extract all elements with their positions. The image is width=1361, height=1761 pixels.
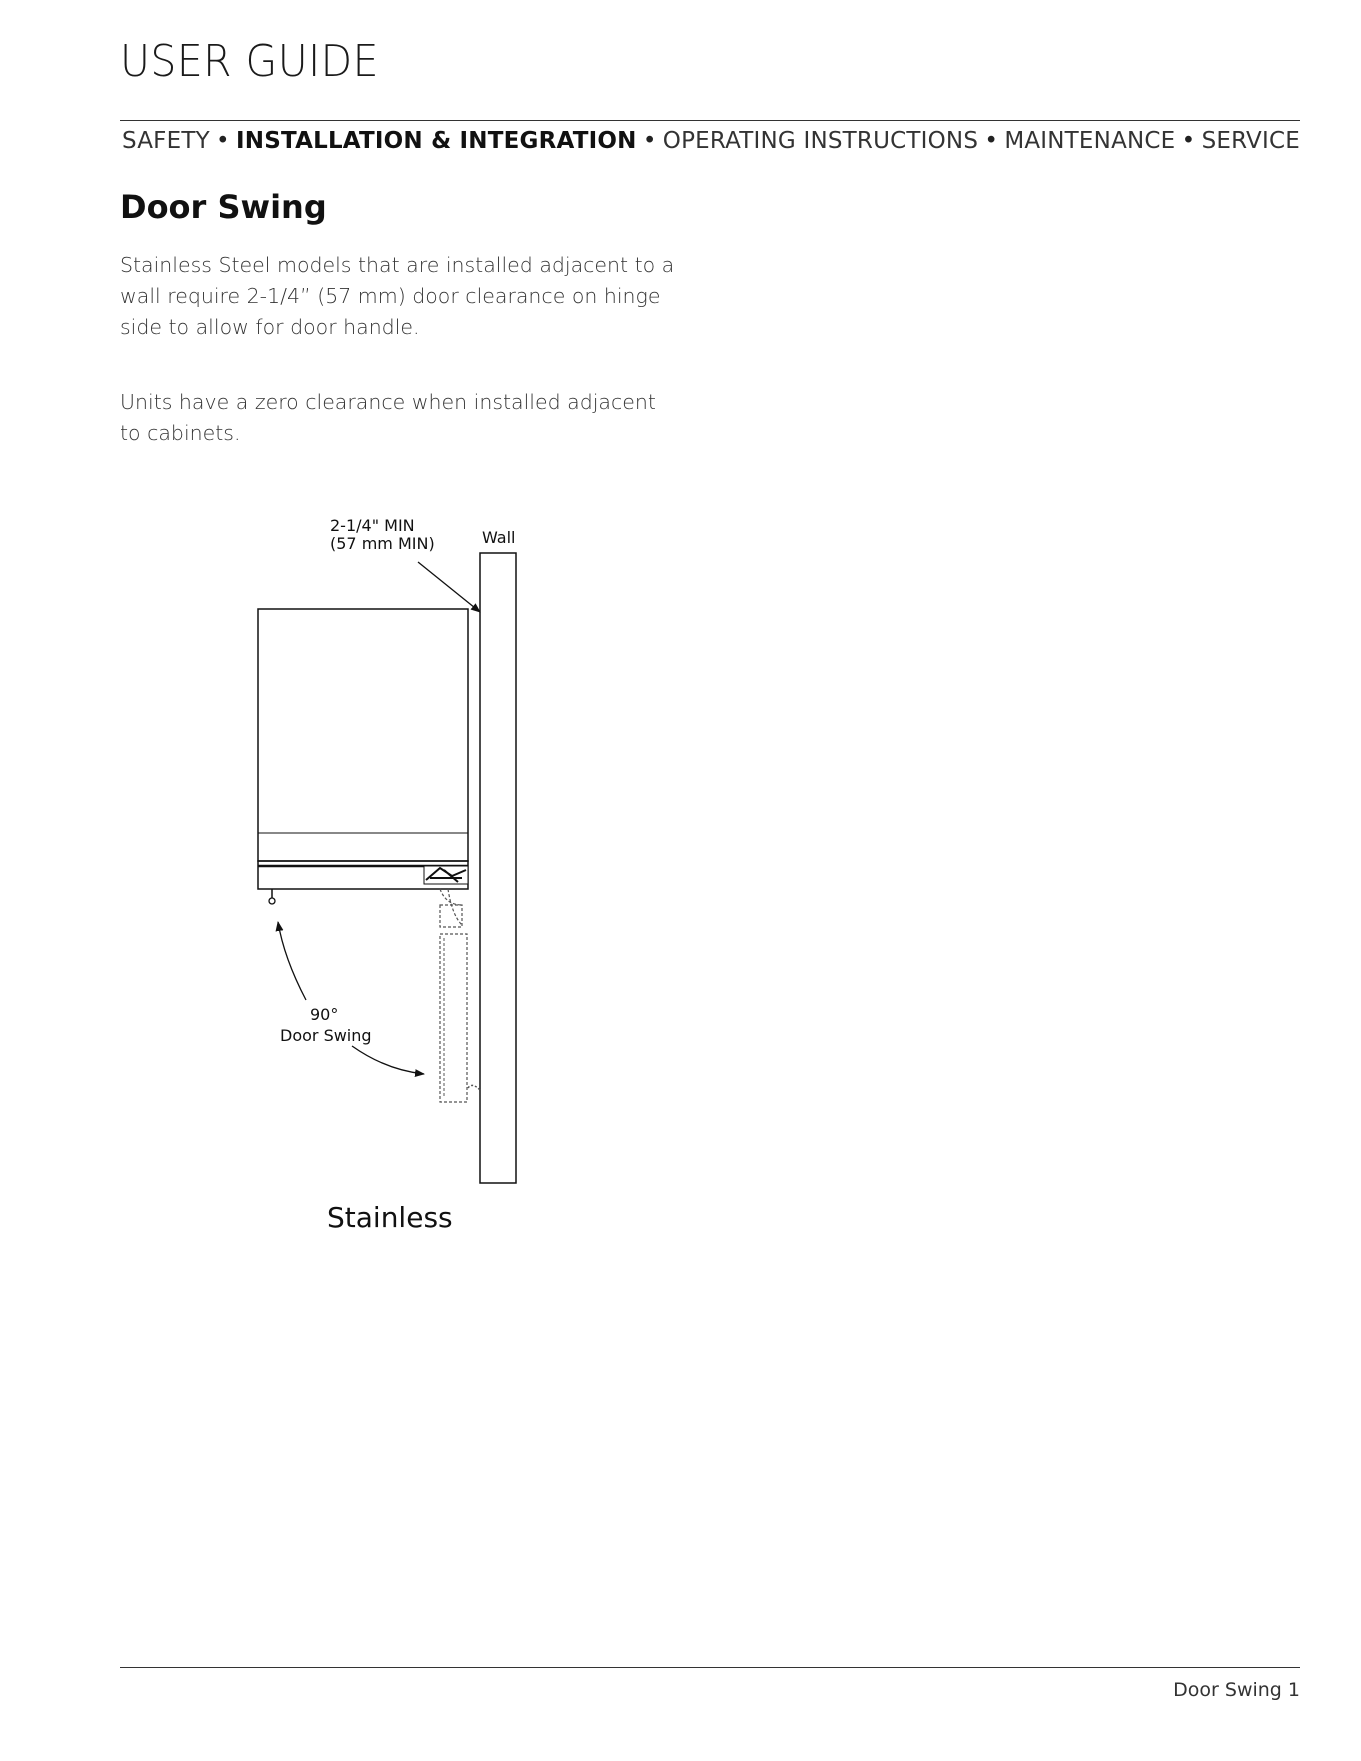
nav-item-maintenance[interactable]: MAINTENANCE xyxy=(1004,128,1176,154)
wall-shape xyxy=(480,553,516,1183)
nav-item-service[interactable]: SERVICE xyxy=(1201,128,1300,154)
nav-item-operating-instructions[interactable]: OPERATING INSTRUCTIONS xyxy=(662,128,979,154)
nav-separator: • xyxy=(216,128,230,154)
nav-item-installation-integration[interactable]: INSTALLATION & INTEGRATION xyxy=(236,128,637,154)
section-title: Door Swing xyxy=(120,188,327,226)
door-handle xyxy=(269,889,275,904)
paragraph-cabinet-clearance: Units have a zero clearance when installed adjacent to cabinets. xyxy=(120,390,656,445)
footer-page-label: Door Swing 1 xyxy=(1173,1679,1300,1701)
swing-arrow-end xyxy=(352,1046,424,1074)
swing-arrow-start xyxy=(278,922,306,1000)
clearance-label-imperial: 2-1/4" MIN xyxy=(330,516,415,535)
appliance-door-closed xyxy=(258,861,468,889)
clearance-arrow xyxy=(418,562,480,612)
paragraph-wall-clearance: Stainless Steel models that are installed adjacent to a wall require 2-1/4” (57 mm) door clearance on hinge side to allow for door handle. xyxy=(120,253,675,339)
swing-label: Door Swing xyxy=(280,1026,372,1045)
document-title: USER GUIDE xyxy=(120,36,379,87)
clearance-label-metric: (57 mm MIN) xyxy=(330,534,435,553)
swing-angle-label: 90° xyxy=(310,1005,339,1024)
nav-separator: • xyxy=(642,128,657,154)
footer-divider xyxy=(120,1667,1300,1668)
nav-separator: • xyxy=(1181,128,1196,154)
appliance-door-open-dashed xyxy=(440,889,480,1102)
nav-item-safety[interactable]: SAFETY xyxy=(122,128,210,154)
wall-label: Wall xyxy=(482,528,516,547)
nav-separator: • xyxy=(984,128,999,154)
appliance-cabinet xyxy=(258,609,468,861)
diagram-caption: Stainless xyxy=(327,1201,453,1234)
